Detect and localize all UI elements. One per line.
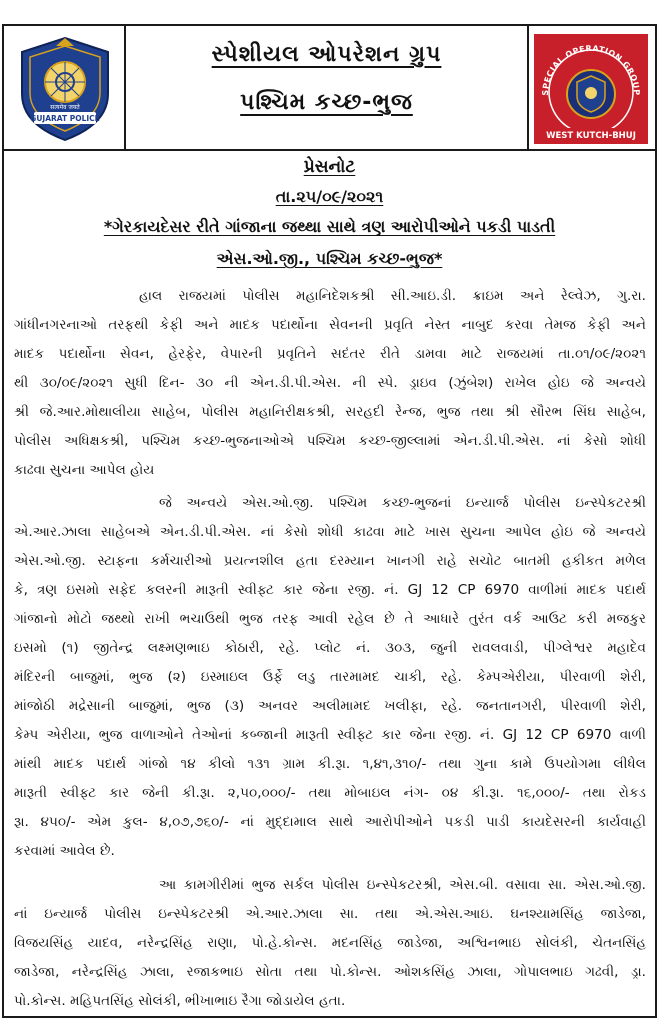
header-divider-right bbox=[527, 26, 529, 149]
motto-text: सत्यमेव जयते bbox=[50, 104, 80, 111]
paragraph-line: પો.કોન્સ. મહિપતસિંહ સોલંકી, ભીખાભાઇ રૈગા જોડાયેલ હતા. bbox=[14, 993, 346, 1009]
headline-line-2: એસ.ઓ.જી., પશ્ચિમ કચ્છ-ભુજ* bbox=[216, 249, 443, 268]
paragraph-line: માંથી માદક પદાર્થ ગાંજો ૧૪ કીલો ૧૩૧ ગ્રામ કી.રૂા. ૧,૪૧,૩૧૦/- તથા ગુના કામે ઉપયોગમા લીધેલ bbox=[14, 756, 646, 772]
paragraph-line: એ.આર.ઝાલા સાહેબએ એન.ડી.પી.એસ. નાં કેસો શોધી કાઢવા માટે ખાસ સુચના આપેલ હોઇ જે અન્વયે bbox=[14, 524, 646, 540]
badge-bottom-text: WEST KUTCH-BHUJ bbox=[546, 131, 636, 141]
paragraph-line: કેમ્પ એરીયા, ભુજ વાળાઓને તેઓનાં કબ્જાની મારૂતી સ્વીફ્ટ કાર જેના રજી. નં. GJ 12 CP 6970 વાળી bbox=[14, 727, 646, 743]
press-note-title: પ્રેસનોટ bbox=[303, 157, 356, 177]
paragraph-line: કાઢવા સુચના આપેલ હોય bbox=[14, 462, 155, 478]
paragraph-line: રૂા. ૪૫૦/- એમ કુલ- ૪,૦૭,૭૬૦/- નાં મુદ્દામાલ સાથે આરોપીઓને પકડી પાડી કાયદેસરની કાર્યવાહી bbox=[14, 814, 646, 830]
press-note-frame bbox=[2, 24, 657, 1018]
paragraph-line: ગાંજાનો મોટો જથ્થો રાખી ભચાઉથી ભુજ તરફ આવી રહેલ છે તે આધારે તુરંત વર્ક આઉટ કરી મજકુર bbox=[14, 611, 646, 627]
seal-text: GUJARAT POLICE bbox=[30, 114, 100, 123]
paragraph-line: શ્રી જે.આર.મોથાલીયા સાહેબ, પોલીસ મહાનિરીક્ષકશ્રી, સરહદી રેન્જ, ભુજ તથા શ્રી સૌરભ સિંઘ સાહેબ, bbox=[14, 404, 646, 420]
paragraph-line: હાલ રાજયમાં પોલીસ મહાનિદેશકશ્રી સી.આઇ.ડી. ક્રાઇમ અને રેલ્વેઝ, ગુ.રા. bbox=[139, 288, 646, 304]
paragraph-line: જે અન્વયે એસ.ઓ.જી. પશ્ચિમ કચ્છ-ભુજનાં ઇન્યાર્જ પોલીસ ઇન્સ્પેકટરશ્રી bbox=[159, 495, 646, 511]
paragraph-line: વિજયસિંહ યાદવ, નરેન્દ્રસિંહ રાણા, પો.હે.કોન્સ. મદનસિંહ જાડેજા, અશ્વિનભાઇ સોલંકી, ચેતનસિંહ bbox=[14, 935, 646, 951]
headline-line-1: *ગેરકાયદેસર રીતે ગાંજાના જથ્થા સાથે ત્રણ આરોપીઓને પકડી પાડતી bbox=[103, 217, 556, 236]
paragraph-line: મંદિરની બાજુમાં, ભુજ (૨) ઇસ્માઇલ ઉર્ફે લડુ તારમામદ ચાકી, રહે. કેમ્પએરીયા, પીરવાળી શેરી, bbox=[14, 669, 646, 685]
letterhead bbox=[4, 26, 655, 151]
press-note-date: તા.૨૫/૦૯/૨૦૨૧ bbox=[275, 187, 384, 206]
paragraph-line: કે, ત્રણ ઇસમો સફેદ કલરની મારૂતી સ્વીફ્ટ કાર જેના રજી. નં. GJ 12 CP 6970 વાળીમાં માદક પદાર્થ bbox=[14, 582, 646, 598]
paragraph-line: થી ૩૦/૦૯/૨૦૨૧ સુધી દિન- ૩૦ ની એન.ડી.પી.એસ. ની સ્પે. ડ્રાઇવ (ઝુંબેશ) રાખેલ હોઇ જે અન્વયે bbox=[14, 375, 646, 391]
paragraph-line: માંજોઠી મદ્રેસાની બાજુમાં, ભુજ (૩) અનવર અલીમામદ ખલીફા, રહે. જનતાનગરી, પીરવાળી શેરી, bbox=[14, 698, 646, 714]
paragraph-line: માદક પદાર્થોના સેવન, હેરફેર, વેપારની પ્રવૃતિને સદંતર રીતે ડામવા માટે રાજયમાં તા.૦૧/૦૯/૨૦૨૧ bbox=[14, 346, 646, 362]
gujarat-police-emblem-icon bbox=[12, 32, 118, 144]
paragraph-line: પોલીસ અધિક્ષકશ્રી, પશ્ચિમ કચ્છ-ભુજનાઓએ પશ્ચિમ કચ્છ-જીલ્લામાં એન.ડી.પી.એસ. નાં કેસો શોધી bbox=[14, 433, 646, 449]
paragraph-line: કરવામાં આવેલ છે. bbox=[14, 843, 115, 859]
paragraph-line: મારૂતી સ્વીફ્ટ કાર જેની કી.રૂા. ૨,૫૦,૦૦૦/- તથા મોબાઇલ નંગ- ૦૪ કી.રૂા. ૧૬,૦૦૦/- તથા રોકડ bbox=[14, 785, 646, 801]
paragraph-line: આ કામગીરીમાં ભુજ સર્કલ પોલીસ ઇન્સ્પેકટરશ્રી, એસ.બી. વસાવા સા. એસ.ઓ.જી. bbox=[159, 877, 646, 893]
paragraph-line: એસ.ઓ.જી. સ્ટાફના કર્મચારીઓ પ્રયત્નશીલ હતા દરમ્યાન ખાનગી રાહે સચોટ બાતમી હકીકત મળેલ bbox=[14, 553, 646, 569]
paragraph-line: ઇસમો (૧) જીતેન્દ્ર લક્ષ્મણભાઇ કોઠારી, રહે. પ્લોટ નં. ૩૦૩, જુની રાવલવાડી, પીગ્લેશ્વર મહાદેવ bbox=[14, 640, 646, 656]
unit-location: પશ્ચિમ કચ્છ-ભુજ bbox=[240, 90, 413, 115]
paragraph-line: ગાંધીનગરનાઓ તરફથી કેફી અને માદક પદાર્થોના સેવનની પ્રવૃતિ નેસ્ત નાબુદ કરવા તેમજ કેફી અને bbox=[14, 317, 646, 333]
sog-badge-icon bbox=[534, 34, 648, 144]
unit-title: સ્પેશીયલ ઓપરેશન ગ્રુપ bbox=[211, 42, 442, 67]
badge-arc-text: SPECIAL OPERATION GROUP bbox=[540, 43, 642, 96]
paragraph-line: નાં ઇન્યાર્જ પોલીસ ઇન્સ્પેકટરશ્રી એ.આર.ઝાલા સા. તથા એ.એસ.આઇ. ઘનશ્યામસિંહ જાડેજા, bbox=[14, 906, 646, 922]
paragraph-line: જાડેજા, નરેન્દ્રસિંહ ઝાલા, રજાકભાઇ સોતા તથા પો.કોન્સ. ઓશકસિંહ ઝાલા, ગોપાલભાઇ ગઢવી, ડ્રા. bbox=[14, 964, 646, 980]
